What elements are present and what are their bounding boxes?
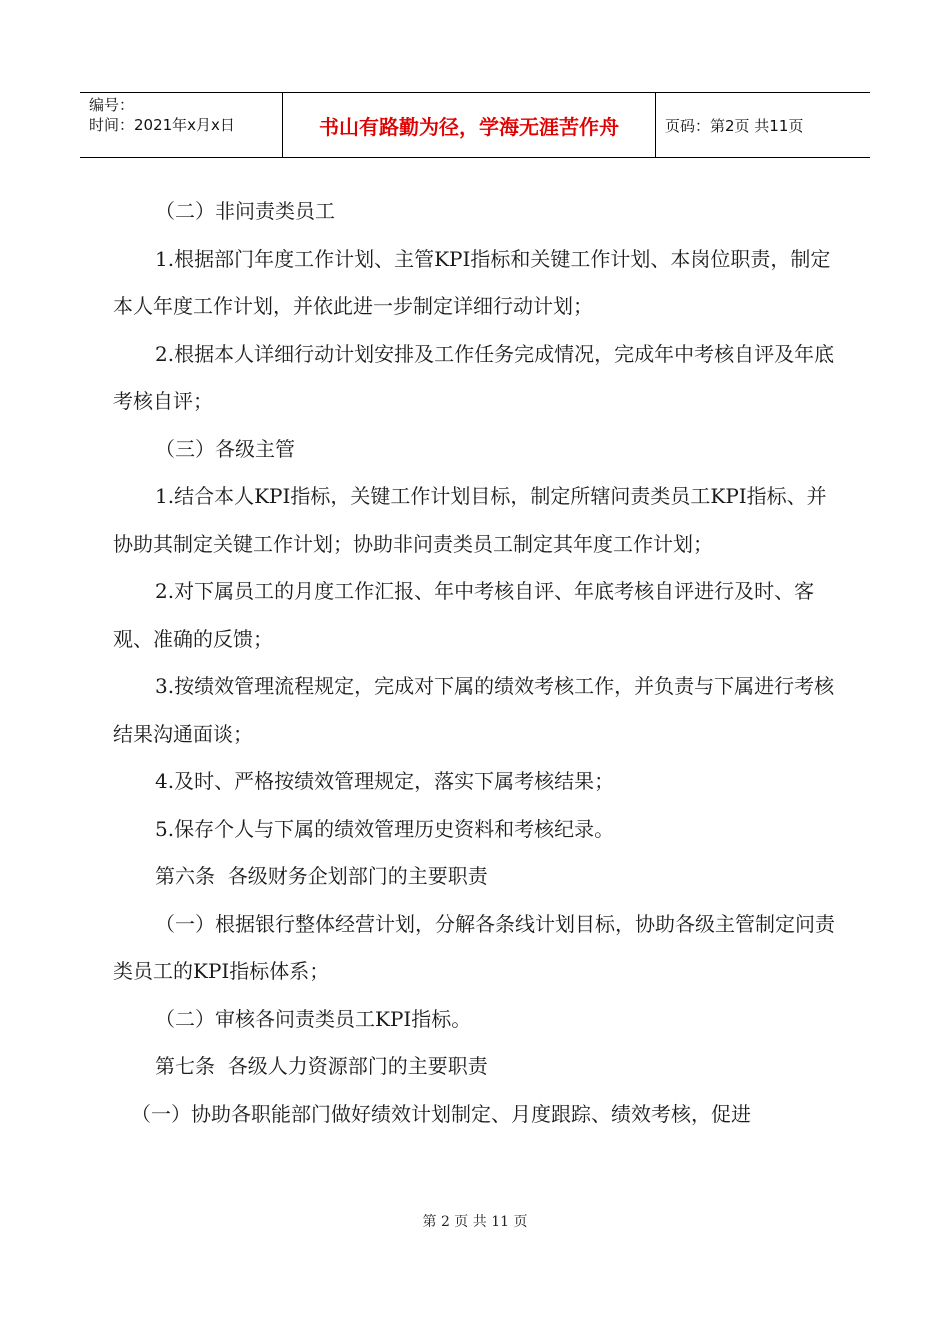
- paragraph: （三）各级主管: [155, 436, 295, 461]
- paragraph: （一）根据银行整体经营计划，分解各条线计划目标，协助各级主管制定问责类员工的KPI指标体系；: [113, 911, 835, 983]
- article-heading: 第六条 各级财务企划部门的主要职责: [155, 864, 488, 888]
- paragraph: 3.按绩效管理流程规定，完成对下属的绩效考核工作，并负责与下属进行考核结果沟通面谈；: [113, 674, 835, 746]
- paragraph: 4.及时、严格按绩效管理规定，落实下属考核结果；: [155, 769, 615, 793]
- document-body: [113, 188, 843, 1138]
- header-motto: 书山有路勤为径，学海无涯苦作舟: [319, 114, 619, 139]
- header-divider-right: [655, 92, 656, 158]
- paragraph: （一）协助各职能部门做好绩效计划制定、月度跟踪、绩效考核，促进: [131, 1101, 751, 1126]
- header-meta: [89, 95, 235, 135]
- paragraph: 1.根据部门年度工作计划、主管KPI指标和关键工作计划、本岗位职责，制定本人年度工作计划，并依此进一步制定详细行动计划；: [113, 246, 831, 318]
- document-number-label: 编号：: [89, 96, 135, 114]
- page-footer: 第 2 页 共 11 页: [422, 1214, 528, 1230]
- paragraph: 5.保存个人与下属的绩效管理历史资料和考核纪录。: [155, 816, 615, 841]
- document-time: 时间：2021年x月x日: [89, 116, 235, 134]
- paragraph: 2.对下属员工的月度工作汇报、年中考核自评、年底考核自评进行及时、客观、准确的反馈；: [113, 579, 815, 651]
- paragraph: （二）非问责类员工: [155, 199, 335, 223]
- paragraph: （二）审核各问责类员工KPI指标。: [155, 1006, 472, 1031]
- paragraph: 1.结合本人KPI指标，关键工作计划目标，制定所辖问责类员工KPI指标、并协助其制定关键工作计划；协助非问责类员工制定其年度工作计划；: [113, 484, 827, 556]
- header-page-info: 页码：第2页 共11页: [665, 116, 804, 135]
- article-heading: 第七条 各级人力资源部门的主要职责: [155, 1054, 488, 1078]
- paragraph: 2.根据本人详细行动计划安排及工作任务完成情况，完成年中考核自评及年底考核自评；: [113, 341, 835, 413]
